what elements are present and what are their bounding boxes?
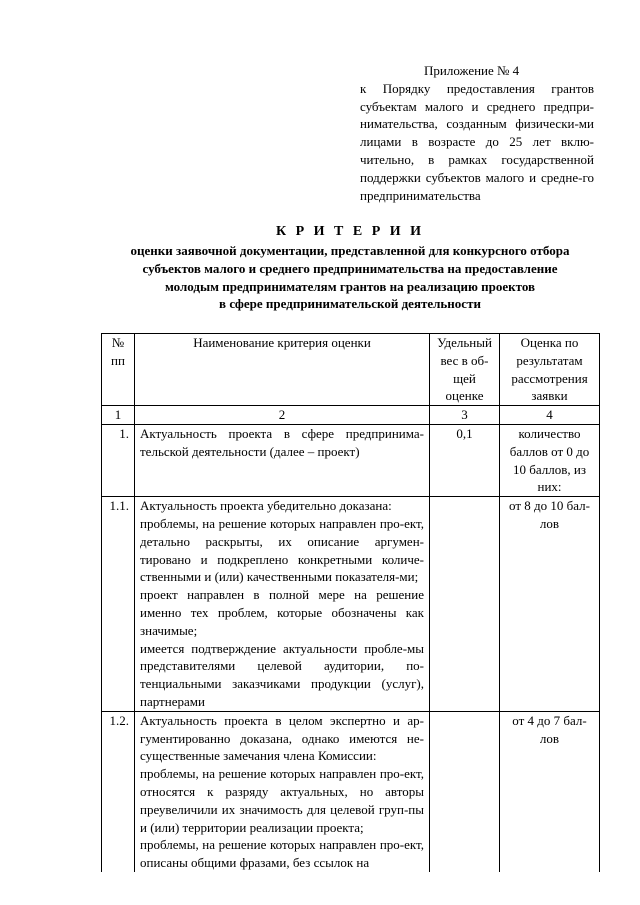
criterion-weight: 0,1 bbox=[430, 424, 500, 496]
criteria-table bbox=[101, 333, 600, 872]
row-number: 1.2. bbox=[102, 711, 135, 872]
criterion-paragraph: проблемы, на решение которых направлен про-ект, описаны общими фразами, без ссылок на bbox=[140, 837, 424, 871]
document-subtitle bbox=[100, 242, 600, 313]
table-row bbox=[102, 497, 600, 712]
document-title: К Р И Т Е Р И И bbox=[275, 224, 425, 239]
table-row bbox=[102, 711, 600, 872]
document-heading bbox=[100, 222, 600, 313]
subtitle-line: оценки заявочной документации, представленной для конкурсного отбора bbox=[130, 243, 570, 258]
row-number: 1. bbox=[102, 424, 135, 496]
criterion-name bbox=[135, 424, 430, 496]
col-number: 4 bbox=[500, 406, 600, 425]
criterion-paragraph: проблемы, на решение которых направлен про-ект, относятся к разряду актуальных, но авторы преувеличили их значимость для целевой груп-пы и (или) территории реализации проекта; bbox=[140, 766, 424, 835]
criterion-paragraph: имеется подтверждение актуальности пробле-мы представителями целевой аудитории, по-тенциальными заказчиками продукции (услуг), партнерами bbox=[140, 640, 424, 709]
appendix-title: Приложение № 4 bbox=[424, 63, 520, 78]
subtitle-line: в сфере предпринимательской деятельности bbox=[219, 296, 481, 312]
col-number: 1 bbox=[102, 406, 135, 425]
header-score: Оценка по результатам рассмотрения заявки bbox=[500, 334, 600, 406]
criterion-score: от 8 до 10 бал-лов bbox=[500, 497, 600, 712]
header-weight: Удельный вес в об-щей оценке bbox=[430, 334, 500, 406]
col-number: 3 bbox=[430, 406, 500, 425]
table-header-row bbox=[102, 334, 600, 406]
criterion-paragraph: Актуальность проекта в целом экспертно и ар-гументированно доказана, однако имеются не-существенные замечания члена Комиссии: bbox=[140, 712, 424, 764]
column-number-row bbox=[102, 406, 600, 425]
criterion-name bbox=[135, 497, 430, 712]
appendix-text: к Порядку предоставления грантов субъектам малого и среднего предпри-нимательства, созданным физически-ми лицами в возрасте до 25 лет вклю-чительно, в рамках государственной поддержки субъектов малого и средне-го предпринимательства bbox=[360, 80, 594, 203]
criterion-paragraph: проблемы, на решение которых направлен про-ект, детально раскрыты, их описание аргумен-тировано и подкреплено конкретными количе-ственными и (или) качественными показателя-ми; bbox=[140, 515, 424, 585]
criterion-score: от 4 до 7 бал-лов bbox=[500, 711, 600, 872]
criterion-paragraph: Актуальность проекта убедительно доказана: bbox=[140, 498, 392, 514]
subtitle-line: молодым предпринимателям грантов на реализацию проектов bbox=[164, 278, 536, 294]
row-number: 1.1. bbox=[102, 497, 135, 712]
table-row bbox=[102, 424, 600, 496]
col-number: 2 bbox=[135, 406, 430, 425]
header-num: № пп bbox=[102, 334, 135, 406]
criterion-score: количество баллов от 0 до 10 баллов, из них: bbox=[500, 424, 600, 496]
header-name: Наименование критерия оценки bbox=[135, 334, 430, 406]
subtitle-line: субъектов малого и среднего предпринимательства на предоставление bbox=[142, 260, 558, 276]
criterion-weight bbox=[430, 497, 500, 712]
criterion-paragraph: проект направлен в полной мере на решение именно тех проблем, которые обозначены как значимые; bbox=[140, 587, 424, 638]
criterion-weight bbox=[430, 711, 500, 872]
criterion-name bbox=[135, 711, 430, 872]
criterion-paragraph: Актуальность проекта в сфере предпринима-тельской деятельности (далее – проект) bbox=[140, 425, 424, 459]
appendix-note bbox=[360, 62, 594, 204]
